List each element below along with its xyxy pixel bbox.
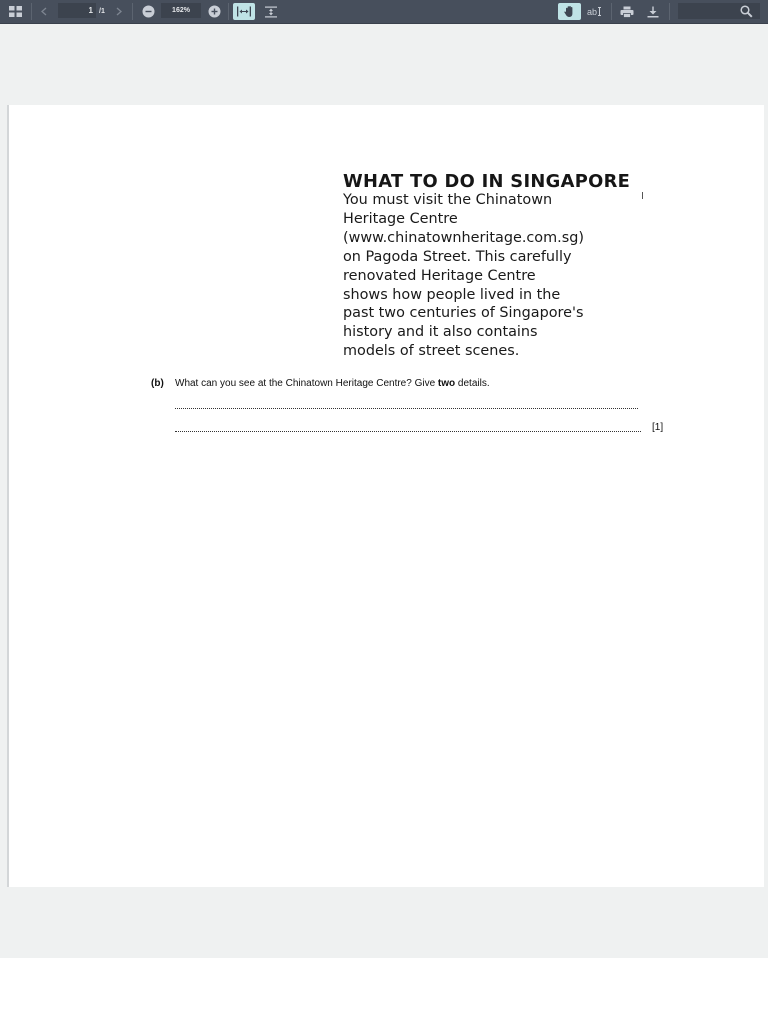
answer-line	[175, 408, 638, 409]
passage-heading: WHAT TO DO IN SINGAPORE	[343, 172, 631, 192]
viewer-toolbar	[0, 0, 768, 24]
toolbar-separator	[31, 3, 32, 20]
zoom-level-value: 162%	[172, 7, 190, 14]
thumbnails-icon[interactable]	[4, 0, 26, 23]
print-icon[interactable]	[616, 0, 638, 23]
answer-line	[175, 431, 641, 432]
passage-line: (www.chinatownheritage.com.sg)	[343, 229, 584, 246]
question-text	[175, 378, 490, 389]
toolbar-separator	[132, 3, 133, 20]
zoom-out-icon[interactable]	[140, 0, 156, 23]
passage-line: renovated Heritage Centre	[343, 267, 536, 284]
svg-text:ab: ab	[587, 7, 598, 17]
passage-line: past two centuries of Singapore's	[343, 305, 584, 322]
passage-line: You must visit the Chinatown	[343, 192, 553, 208]
toolbar-separator	[669, 3, 670, 20]
zoom-in-icon[interactable]	[206, 0, 222, 23]
page-number-input[interactable]	[58, 3, 96, 18]
prev-page-icon[interactable]	[36, 0, 52, 23]
question-label: (b)	[151, 378, 164, 389]
question-marks: [1]	[652, 422, 664, 433]
hand-tool-icon[interactable]	[558, 3, 581, 20]
question-text-end: details.	[455, 378, 490, 389]
question-text-bold: two	[437, 378, 456, 389]
toolbar-separator	[611, 3, 612, 20]
passage-line: Heritage Centre	[343, 210, 458, 227]
question-text-start: What can you see at the Chinatown Heritage Centre? Give	[175, 378, 438, 389]
passage-line: on Pagoda Street. This carefully	[343, 248, 572, 265]
passage-line: history and it also contains	[343, 324, 538, 341]
search-icon[interactable]	[736, 0, 756, 23]
next-page-icon[interactable]	[111, 0, 127, 23]
toolbar-separator	[228, 3, 229, 20]
fit-page-icon[interactable]	[261, 0, 281, 23]
passage-text	[343, 191, 648, 361]
fit-width-icon[interactable]	[233, 3, 255, 20]
download-icon[interactable]	[642, 0, 664, 23]
text-select-icon[interactable]	[585, 0, 607, 23]
page-total: /1	[99, 8, 105, 15]
page-number-value: 1	[88, 6, 93, 15]
zoom-level[interactable]	[161, 3, 201, 18]
passage-line: shows how people lived in the	[343, 286, 561, 303]
passage-line: models of street scenes.	[343, 343, 520, 360]
